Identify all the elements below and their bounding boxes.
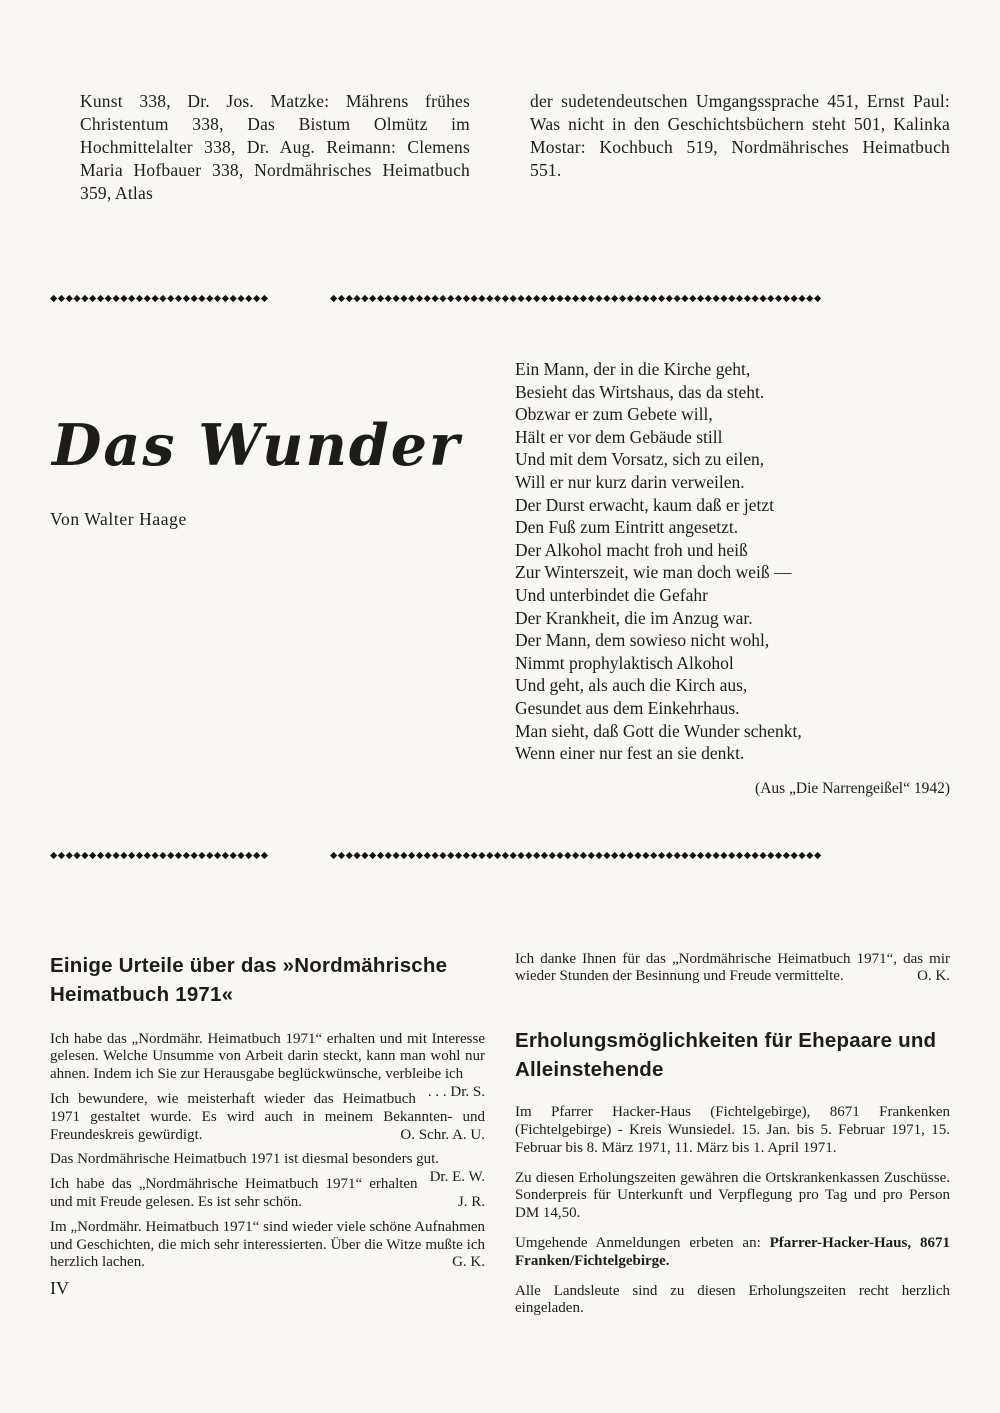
recreation-contact-bold: Pfarrer-Hacker-Haus, 8671 Franken/Fichtelgebirge. (515, 1235, 950, 1269)
review-item (50, 1151, 485, 1186)
poem-line: Und mit dem Vorsatz, sich zu eilen, (515, 449, 765, 470)
review-item (515, 951, 950, 987)
review-text: Ich bewundere, wie meisterhaft wieder das Heimatbuch 1971 gestaltet wurde. Es wird auch in meinem Bekannten- und Freundeskreis gewürdigt. (50, 1091, 485, 1143)
diamond-ornament-icon: ◆◆◆◆◆◆◆◆◆◆◆◆◆◆◆◆◆◆◆◆◆◆◆◆◆◆◆◆◆◆◆◆◆◆◆◆◆◆◆◆◆◆◆◆◆◆◆◆◆◆◆◆◆◆◆◆◆◆◆◆◆◆◆ (330, 293, 822, 304)
review-text: Ich habe das „Nordmährische Heimatbuch 1971“ erhalten und mit Freude gelesen. Es ist sehr schön. (50, 1176, 418, 1211)
recreation-contact-intro: Umgehende Anmeldungen erbeten an: (515, 1235, 770, 1252)
review-signature: O. Schr. A. U. (400, 1126, 485, 1143)
poem-line: Und geht, als auch die Kirch aus, (515, 675, 748, 696)
review-signature: O. K. (917, 968, 950, 985)
poem-line: Nimmt prophylaktisch Alkohol (515, 652, 734, 673)
poem-section (50, 358, 950, 798)
poem-line: Hält er vor dem Gebäude still (515, 426, 723, 447)
poem-title: Das Wunder (52, 412, 462, 479)
diamond-ornament-icon: ◆◆◆◆◆◆◆◆◆◆◆◆◆◆◆◆◆◆◆◆◆◆◆◆◆◆◆◆◆◆◆◆◆◆◆◆◆◆◆◆◆◆◆◆◆◆◆◆◆◆◆◆◆◆◆◆◆◆◆◆◆◆◆ (330, 849, 822, 861)
review-text: Das Nordmährische Heimatbuch 1971 ist diesmal besonders gut. (50, 1151, 440, 1168)
poem-lines (515, 358, 950, 765)
recreation-paragraph: Zu diesen Erholungszeiten gewähren die Ortskrankenkassen Zuschüsse. Sonderpreis für Unterkunft und Verpflegung pro Tag und pro Person DM 14,50. (515, 1169, 950, 1222)
poem-attribution: (Aus „Die Narrengeißel“ 1942) (755, 779, 950, 797)
reviews-heading: Einige Urteile über das »Nordmährische Heimatbuch 1971« (50, 953, 448, 1006)
index-continuation-left: Kunst 338, Dr. Jos. Matzke: Mährens frühes Christentum 338, Das Bistum Olmütz im Hochmittelalter 338, Dr. Aug. Reimann: Clemens Maria Hofbauer 338, Nordmährisches Heimatbuch 359, Atlas (80, 91, 470, 203)
index-continuation-right: der sudetendeutschen Umgangssprache 451, Ernst Paul: Was nicht in den Geschichtsbüchern steht 501, Kalinka Mostar: Kochbuch 519, Nordmährisches Heimatbuch 551. (530, 91, 950, 180)
review-signature: G. K. (452, 1254, 485, 1271)
review-item (50, 1030, 485, 1101)
poem-line: Besieht das Wirtshaus, das da steht. (515, 381, 765, 402)
index-continuation (50, 90, 950, 205)
recreation-paragraph (515, 1235, 950, 1271)
poem-line: Den Fuß zum Eintritt angesetzt. (515, 517, 739, 538)
diamond-ornament-icon: ◆◆◆◆◆◆◆◆◆◆◆◆◆◆◆◆◆◆◆◆◆◆◆◆◆◆◆◆ (50, 849, 269, 861)
ornament-divider (50, 293, 950, 304)
page-number: IV (50, 1278, 69, 1298)
recreation-paragraph: Alle Landsleute sind zu diesen Erholungszeiten recht herzlich eingeladen. (515, 1282, 950, 1317)
recreation-heading: Erholungsmöglichkeiten für Ehepaare und Alleinstehende (515, 1029, 937, 1082)
review-text: Ich danke Ihnen für das „Nordmährische Heimatbuch 1971“, das mir wieder Stunden der Besinnung und Freude vermittelte. (515, 950, 950, 985)
diamond-ornament-icon: ◆◆◆◆◆◆◆◆◆◆◆◆◆◆◆◆◆◆◆◆◆◆◆◆◆◆◆◆ (50, 293, 269, 304)
reviews-column (50, 951, 485, 1280)
poem-line: Will er nur kurz darin verweilen. (515, 471, 745, 492)
review-signature: . . . Dr. S. (427, 1084, 485, 1101)
poem-line: Ein Mann, der in die Kirche geht, (515, 359, 751, 379)
ornament-divider (50, 850, 950, 861)
recreation-column (515, 951, 950, 1331)
recreation-paragraph: Im Pfarrer Hacker-Haus (Fichtelgebirge), 8671 Frankenken (Fichtelgebirge) - Kreis Wunsiedel. 15. Jan. bis 5. Februar 1971, 15. Februar bis 8. März 1971, 11. März bis 1. April 1971. (515, 1104, 950, 1156)
poem-body (515, 358, 950, 798)
review-item (50, 1219, 485, 1272)
poem-line: Gesundet aus dem Einkehrhaus. (515, 697, 740, 718)
poem-line: Obzwar er zum Gebete will, (515, 404, 713, 425)
poem-byline: Von Walter Haage (50, 509, 187, 529)
poem-line: Und unterbindet die Gefahr (515, 584, 708, 605)
poem-line: Der Durst erwacht, kaum daß er jetzt (515, 494, 774, 515)
poem-title-block (50, 358, 475, 798)
poem-line: Der Krankheit, die im Anzug war. (515, 607, 753, 628)
poem-line: Wenn einer nur fest an sie denkt. (515, 743, 745, 764)
review-text: Im „Nordmähr. Heimatbuch 1971“ sind wieder viele schöne Aufnahmen und Geschichten, die mich sehr interessierten. Über die Witze mußte ich herzlich lachen. (50, 1218, 485, 1271)
review-signature: Dr. E. W. (429, 1169, 485, 1186)
poem-line: Zur Winterszeit, wie man doch weiß — (515, 562, 792, 583)
poem-line: Der Alkohol macht froh und heiß (515, 539, 748, 560)
review-text: Ich habe das „Nordmähr. Heimatbuch 1971“ erhalten und mit Interesse gelesen. Welche Unsumme von Arbeit darin steckt, kann man wohl nur ahnen. Indem ich Sie zur Herausgabe beglückwünsche, verbleibe ich (50, 1030, 485, 1083)
poem-line: Man sieht, daß Gott die Wunder schenkt, (515, 720, 802, 741)
review-signature: J. R. (457, 1194, 485, 1211)
poem-line: Der Mann, dem sowieso nicht wohl, (515, 630, 770, 651)
bottom-section (50, 951, 950, 1331)
